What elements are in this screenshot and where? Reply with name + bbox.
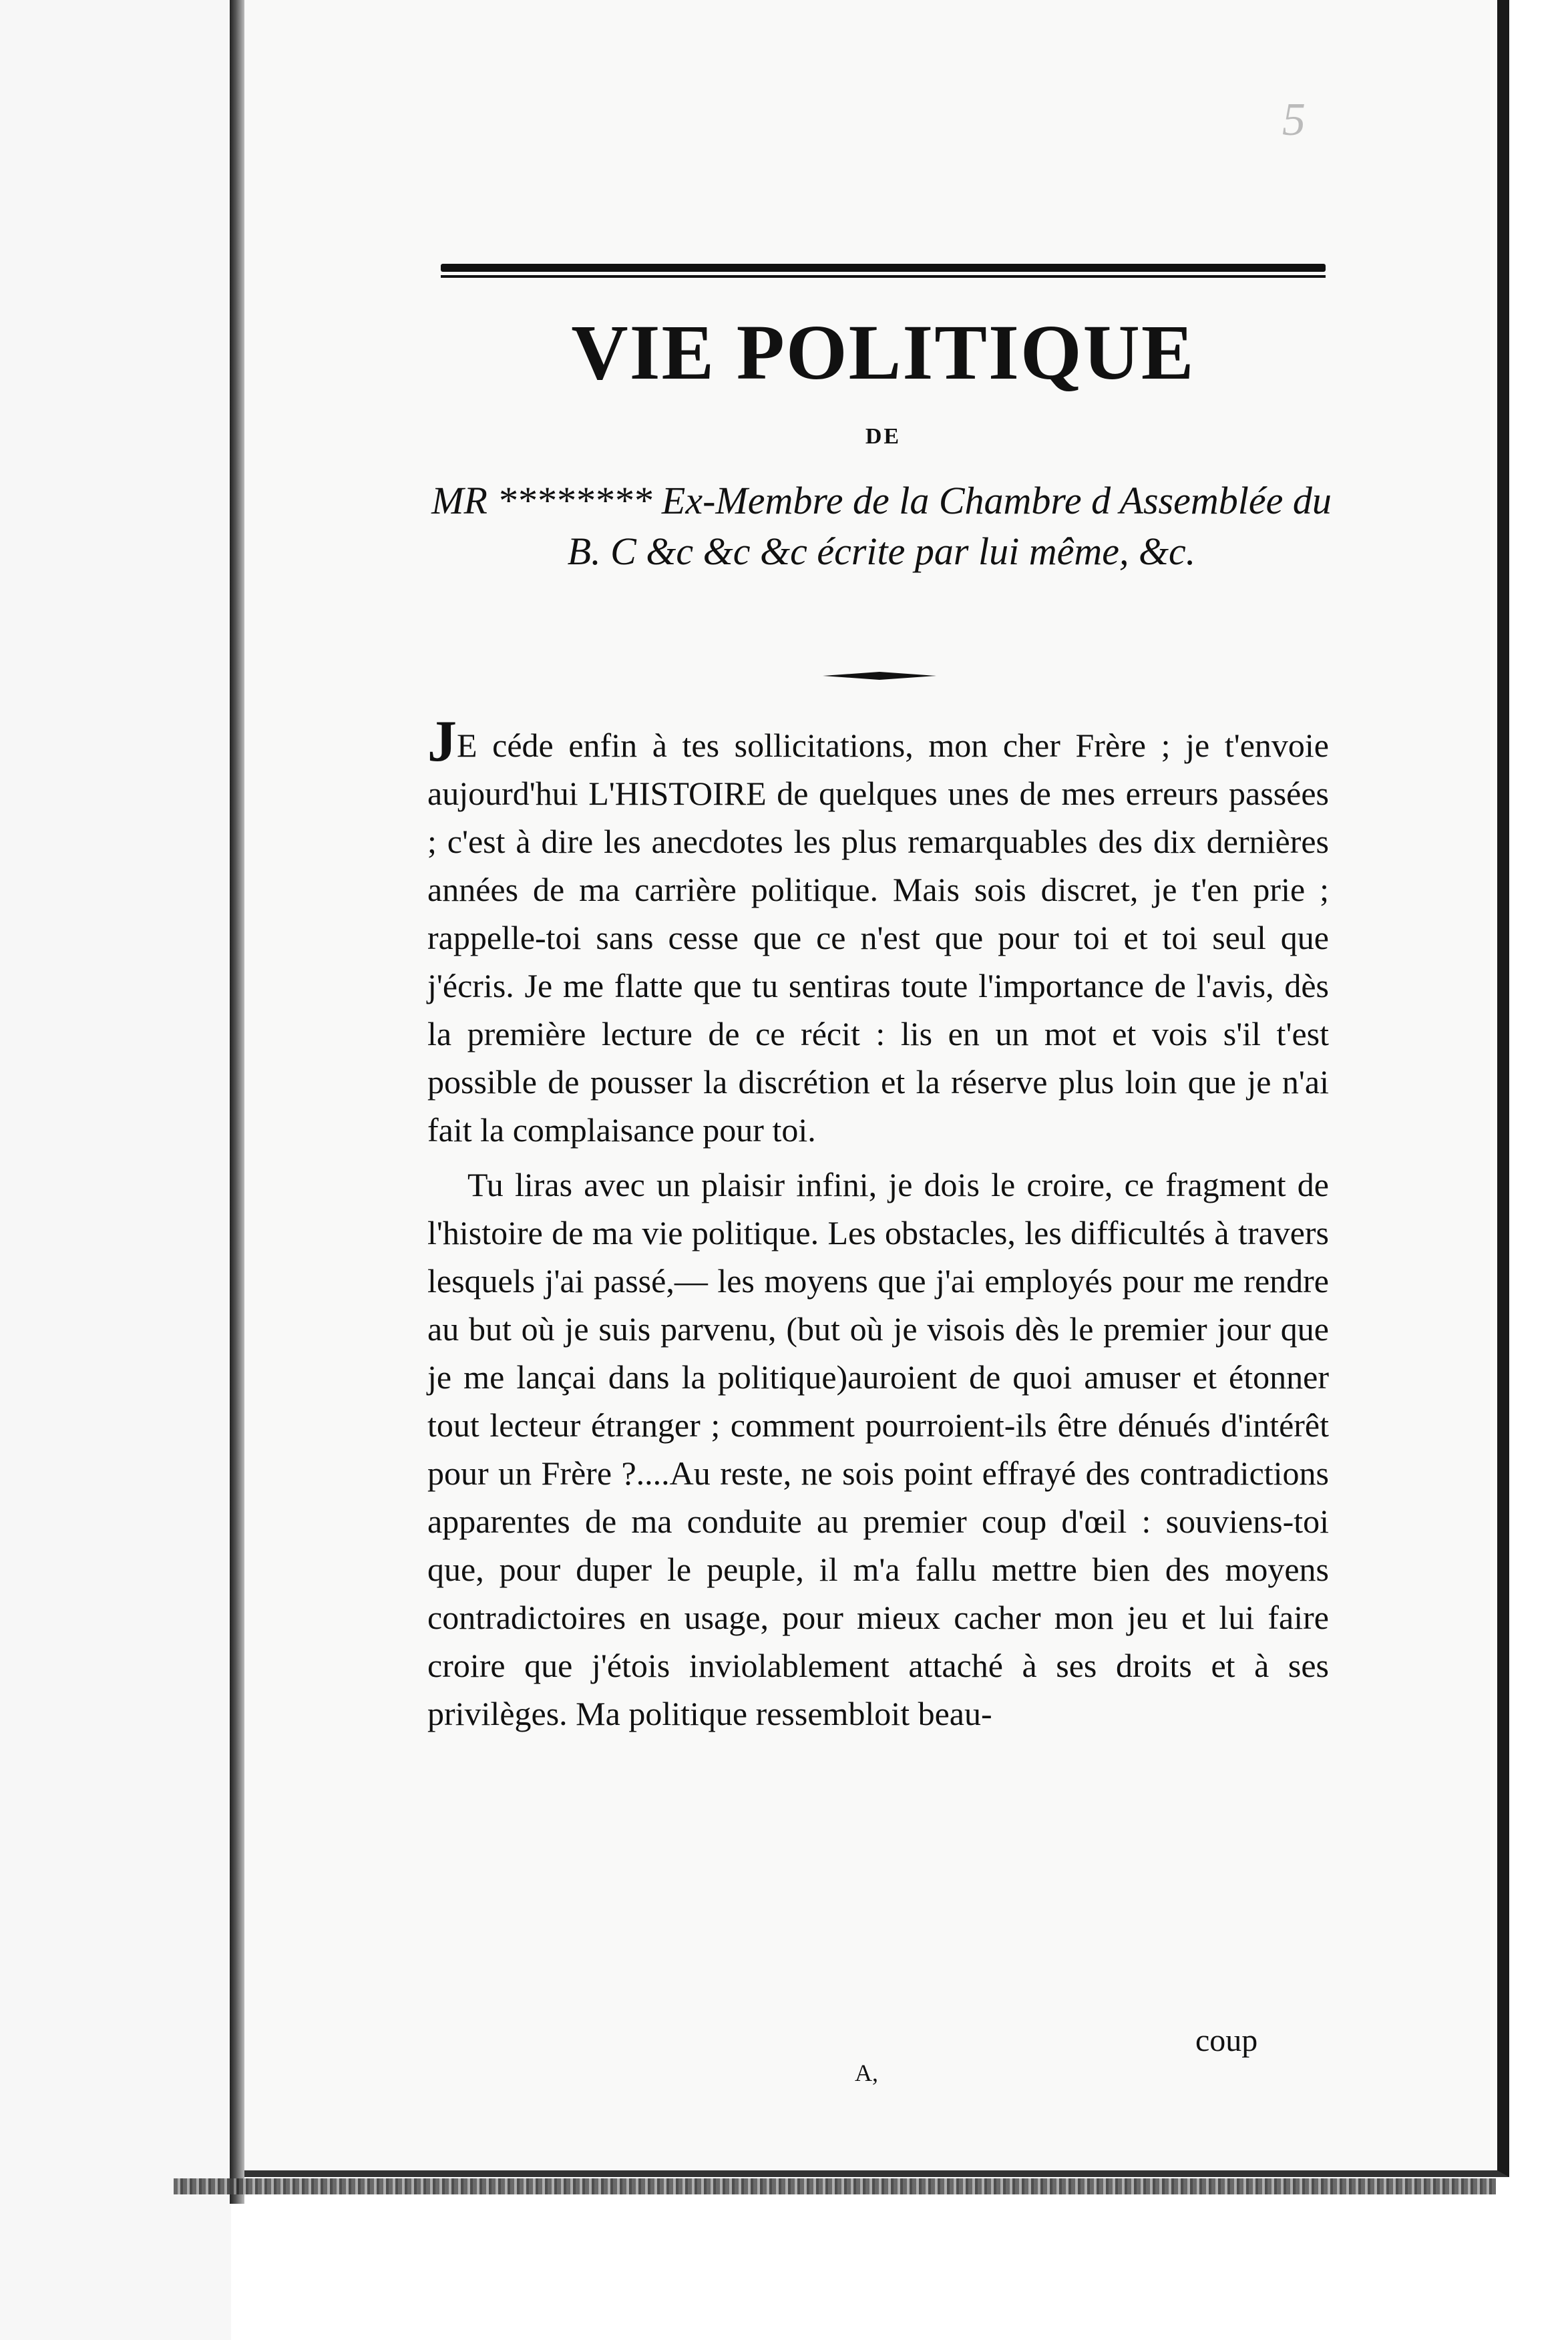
paragraph-1-text: E céde enfin à tes sollicitations, mon cher Frère ; je t'envoie aujourd'hui L'HISTOIRE de quelques unes de mes erreurs passées ; c'est à dire les anecdotes les plus remarquables des dix dernières années de ma carrière politique. Mais sois discret, je t'en prie ; rappelle-toi sans cesse que ce n'est que pour toi et toi seul que j'écris. Je me flatte que tu sentiras toute l'importance de l'avis, dès la première lecture de ce récit : lis en un mot et vois s'il t'est possible de pousser la discrétion et la réserve plus loin que je n'ai fait la complaisance pour toi. [427,727,1329,1149]
facing-page [0,0,231,2340]
ornament-dash [823,670,936,681]
header-rule [441,264,1326,272]
page-title: VIE POLITIQUE [571,309,1195,396]
body-text [427,709,1329,1738]
paragraph-2: Tu liras avec un plaisir infini, je dois le croire, ce fragment de l'histoire de ma vie politique. Les obstacles, les difficultés à travers lesquels j'ai passé,— les moyens que j'ai employés pour me rendre au but où je suis parvenu, (but où je visois dès le premier jour que je me lançai dans la politique)auroient de quoi amuser et étonner tout lecteur étranger ; comment pourroient-ils être dénués d'intérêt pour un Frère ?....Au reste, ne sois point effrayé des contradictions apparentes de ma conduite au premier coup d'œil : souviens-toi que, pour duper le peuple, il m'a fallu mettre bien des moyens contradictoires en usage, pour mieux cacher mon jeu et lui faire croire que j'étois inviolablement attaché à ses droits et à ses privilèges. Ma politique ressembloit beau- [427,1166,1329,1732]
header-rule-thin [441,275,1326,278]
page-number-mark: 5 [1282,94,1306,146]
page-bottom-edge [174,2178,1496,2194]
binding-edge [230,0,244,2204]
catchword: coup [1195,2023,1258,2058]
signature-mark: A, [855,2060,878,2086]
scan-margin [1509,0,1568,2340]
title-de: DE [865,424,902,449]
drop-cap: J [427,709,457,774]
subtitle: MR ******** Ex-Membre de la Chambre d Assemblée du B. C &c &c &c écrite par lui même, &c. [431,479,1332,573]
paragraph-1 [427,709,1329,1154]
